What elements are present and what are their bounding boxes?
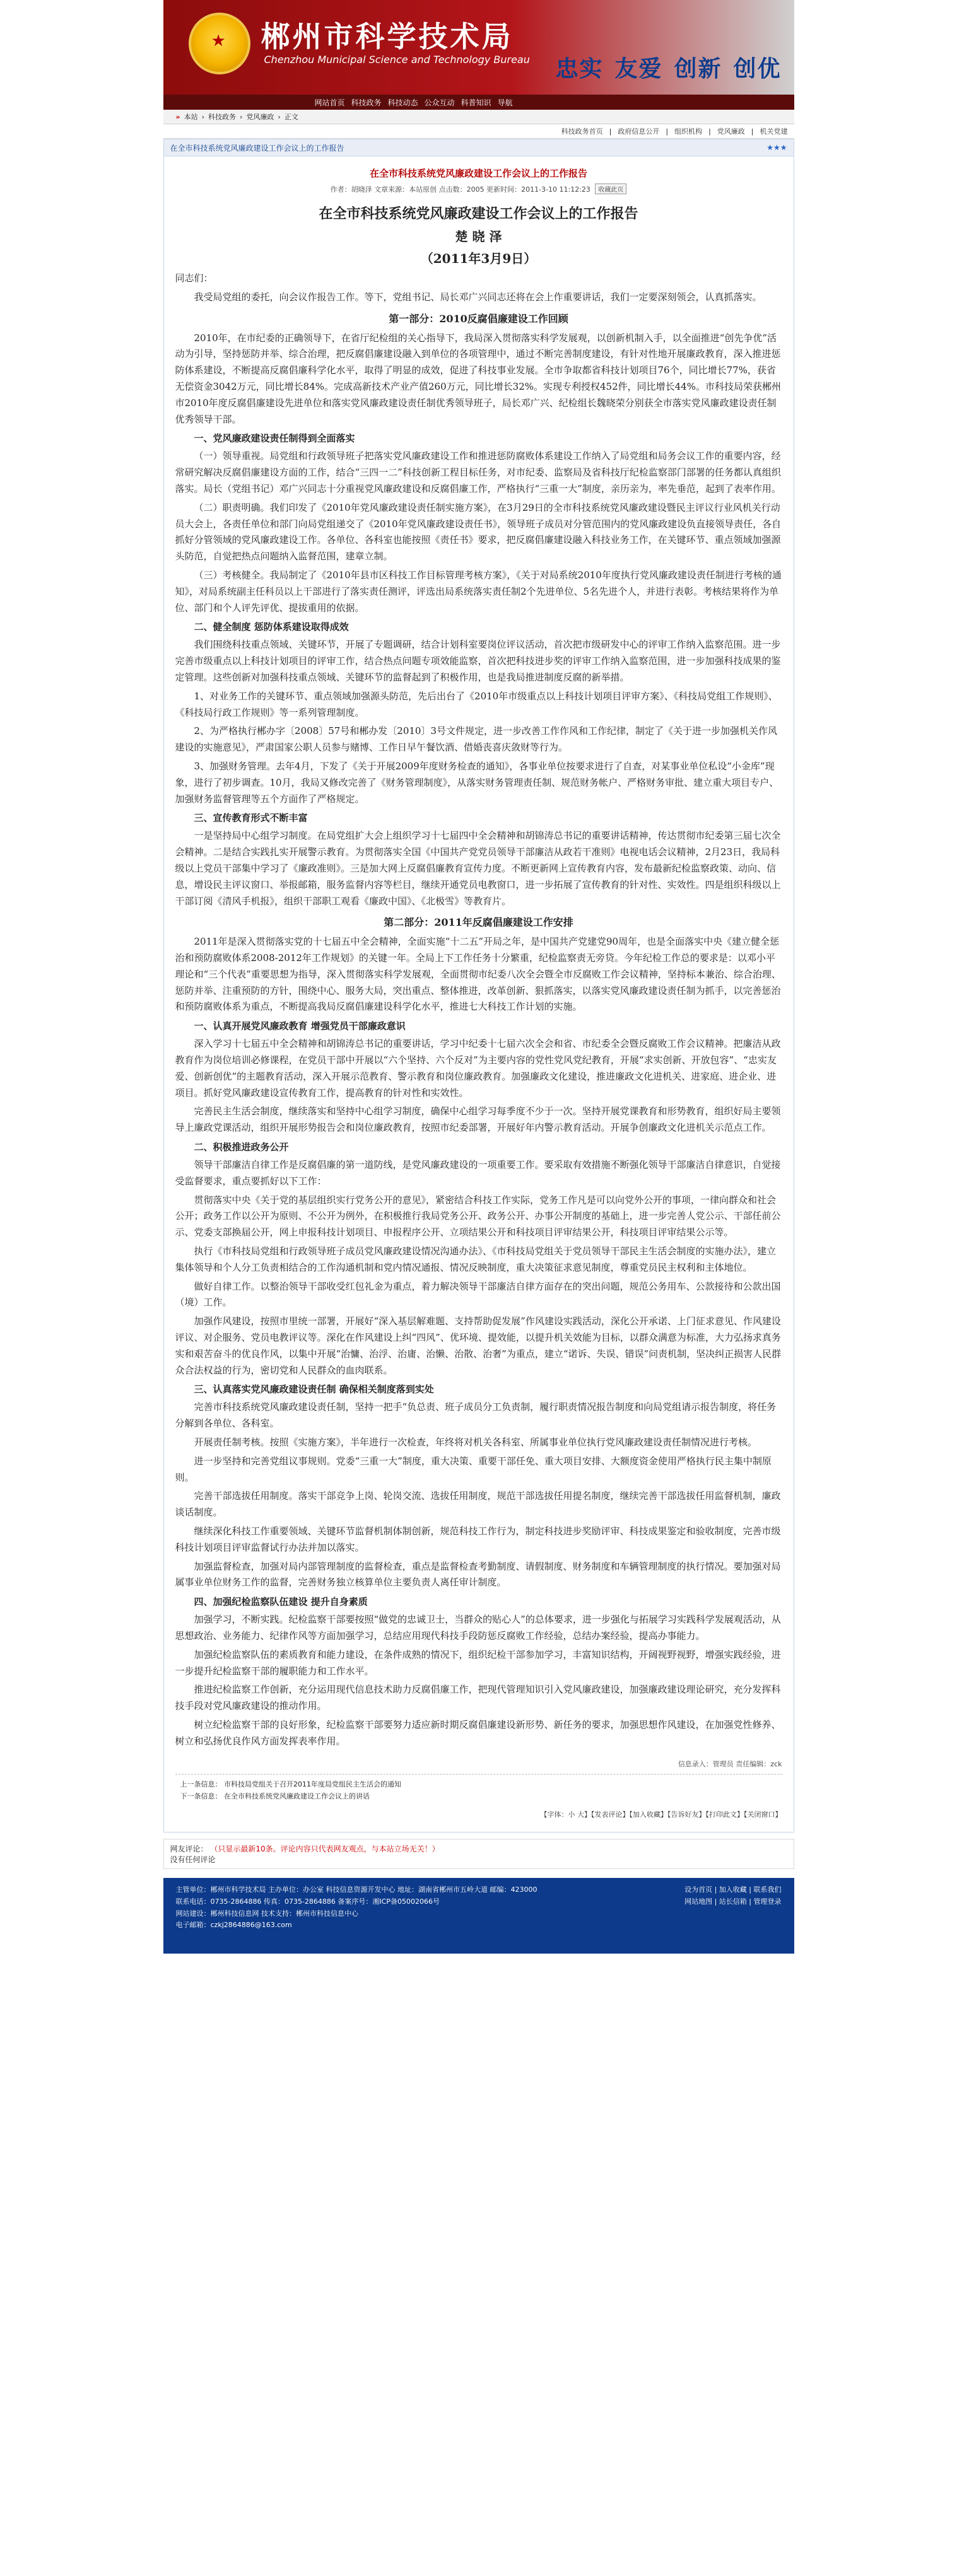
breadcrumb-arrow-icon: » [175,112,180,121]
paragraph: 完善民主生活会制度，继续落实和坚持中心组学习制度，确保中心组学习每季度不少于一次。坚持开展党课教育和形势教育，组织好局主要领导上廉政党课活动，组织开展形势报告会和岗位廉政教育，按照市纪委部署，开展好年内警示教育活动。开展争创廉政文化进机关示范点工作。 [175,1105,781,1134]
paragraph: 完善干部选拔任用制度。落实干部竞争上岗、轮岗交流、选拔任用制度，规范干部选拔任用提名制度，继续完善干部选拔任用监督机制，廉政谈话制度。 [175,1490,781,1518]
paragraph: 我受局党组的委托，向会议作报告工作。等下，党组书记、局长邓广兴同志还将在会上作重要讲话，我们一定要深刻领会，认真抓落实。 [194,291,762,303]
article-signoff: 信息录入：管理员 责任编辑：zck [678,1759,782,1768]
paragraph: 开展责任制考核。按照《实施方案》，半年进行一次检查，年终将对机关各科室、所属事业单位执行党风廉政建设责任制情况进行考核。 [194,1437,758,1448]
slogan: 创新 [674,55,722,82]
crumb-party[interactable]: 党风廉政 [246,113,274,121]
top-nav [163,95,794,110]
nav-home[interactable]: 网站首页 [314,98,345,107]
paragraph: 我们围绕科技重点领域、关键环节，开展了专题调研，结合计划科室要岗位评议活动，首次把市级研发中心的评审工作纳入监察范围。进一步完善市级重点以上科技计划项目的评审工作，结合热点问题专项效能监察，首次把科技进步奖的评审工作纳入监察范围，进一步加强科技成果的鉴定管理。这些创新对加强科技重点领域、关键环节的监督起到了积极作用，也是我局推进制度反腐的新举措。 [175,639,781,683]
paragraph: 加强监督检查，加强对局内部管理制度的监督检查，重点是监督检查考勤制度、请假制度、财务制度和车辆管理制度的执行情况。要加强对局属事业单位财务工作的监督，完善财务独立核算单位主要负责人离任审计制度。 [175,1560,781,1588]
section-heading: 一、党风廉政建设责任制得到全面落实 [194,433,355,445]
section-heading: 二、健全制度 惩防体系建设取得成效 [194,621,349,633]
article-content [163,156,794,1833]
paragraph: 做好自律工作。以整治领导干部收受红包礼金为重点，着力解决领导干部廉洁自律方面存在的突出问题，规范公务用车、公款接待和公款出国（境）工作。 [175,1280,781,1308]
article-header-title: 在全市科技系统党风廉政建设工作会议上的工作报告 [170,143,344,153]
section-heading: 二、积极推进政务公开 [194,1141,289,1153]
prev-article-link[interactable]: 上一条信息： 市科技局党组关于召开2011年度局党组民主生活会的通知 [180,1780,401,1788]
footer-line: 主管单位：郴州市科学技术局 主办单位：办公室 科技信息资源开发中心 地址：湖南省郴州市五岭大道 邮编：423000 [175,1885,537,1894]
subnav-affairs-home[interactable]: 科技政务首页 [561,127,603,136]
nav-news[interactable]: 科技动态 [387,98,418,107]
national-emblem-icon: ★ [189,13,250,74]
section-heading: 一、认真开展党风廉政教育 增强党员干部廉政意识 [194,1020,406,1032]
footer-link-login[interactable]: 管理登录 [753,1897,782,1906]
footer-line: 联系电话：0735-2864886 传真：0735-2864886 备案序号：湘ICP备05002066号 [175,1897,440,1906]
paragraph: 领导干部廉洁自律工作是反腐倡廉的第一道防线，是党风廉政建设的一项重要工作。要采取有效措施不断强化领导干部廉洁自律意识，自觉接受监督要求，重点要抓好以下工作： [175,1159,781,1187]
paragraph: （二）职责明确。我们印发了《2010年党风廉政建设责任制实施方案》，在3月29日的全市科技系统党风廉政建设暨民主评议行业风机关行动员大会上，各责任单位和部门向局党组递交了《2010年党风廉政建设责任书》，领导班子成员对分管范围内的党风廉政建设负直接领导责任，各自抓好分管领域的党风廉政建设工作。各单位、各科室也能按照《责任书》要求，把反腐倡廉建设融入科技业务工作，在关键环节、重点领域加强源头防范，自觉把热点问题纳入监督范围，建章立制。 [175,501,782,562]
document-author: 楚 晓 泽 [455,229,502,244]
footer-link-favorite[interactable]: 加入收藏 [719,1885,747,1894]
page [163,0,794,1954]
site-banner [163,0,794,95]
site-footer [163,1878,794,1954]
footer-link-sethome[interactable]: 设为首页 [684,1885,713,1894]
paragraph: 3、加强财务管理。去年4月，下发了《关于开展2009年度财务检查的通知》，各事业单位按要求进行了自查，对某事业单位私设“小金库”现象，进行了初步调查。10月，我局又修改完善了《财务管理制度》，从落实财务管理责任制、规范财务帐户、严格财务审批、建立重大项目专户、加强财务监督管理等五个方面作了严格规定。 [175,760,779,805]
subnav-party-clean[interactable]: 党风廉政 [717,127,745,136]
next-article-link[interactable]: 下一条信息： 在全市科技系统党风廉政建设工作会议上的讲话 [180,1792,370,1801]
slogan: 忠实 [555,55,604,82]
site-title-cn: 郴州市科学技术局 [261,20,514,54]
paragraph: 继续深化科技工作重要领域、关键环节监督机制体制创新，规范科技工作行为，制定科技进步奖励评审、科技成果鉴定和验收制度，完善市级科技计划项目评审监督试行办法并加以落实。 [175,1525,781,1553]
paragraph: 2011年是深入贯彻落实党的十七届五中全会精神，全面实施“十二五”开局之年，是中国共产党建党90周年，也是全面落实中央《建立健全惩治和预防腐败体系2008-2012年工作规划》的关键一年。全局上下工作任务十分繁重，纪检监察责无旁贷。今年纪检工作总的要求是：以邓小平理论和“三个代表”重要思想为指导，深入贯彻落实科学发展观，全面贯彻市纪委八次全会暨全市反腐败工作会议精神，坚持标本兼治、综合治理、惩防并举、注重预防的方针，围绕中心、服务大局，突出重点、整体推进，改革创新、狠抓落实，以落实党风廉政建设责任制为抓手，以完善惩治和预防腐败体系为重点，不断提高我局反腐倡廉建设科学化水平，推进七大科技工作计划的实施。 [175,936,781,1013]
nav-affairs[interactable]: 科技政务 [351,98,382,107]
footer-link-mailbox[interactable]: 站长信箱 [719,1897,747,1906]
paragraph: （一）领导重视。局党组和行政领导班子把落实党风廉政建设工作和推进惩防腐败体系建设工作纳入了局党组和局务会议工作的重要内容，经常研究解决反腐倡廉建设方面的工作，结合“三四一二”科技创新工程目标任务，对市纪委、监察局及省科技厅纪检监察部门部署的任务都认真组织落实。局长（党组书记）邓广兴同志十分重视党风廉政建设和反腐倡廉工作，严格执行“三重一大”制度，亲历亲为，率先垂范，起到了表率作用。 [175,450,781,494]
breadcrumb: » 本站 › 科技政务 › 党风廉政 › 正文 [163,110,794,124]
article-meta-text: 作者：胡晓泽 文章来源：本站原创 点击数：2005 更新时间：2011-3-10 11:12:23 [330,185,590,194]
paragraph: 1、对业务工作的关键环节、重点领域加强源头防范，先后出台了《2010年市级重点以上科技计划项目评审方案》、《科技局党组工作规则》、《科技局行政工作规则》等一系列管理制度。 [175,690,778,718]
part-heading: 第二部分：2011年反腐倡廉建设工作安排 [384,916,573,929]
slogan: 友爱 [614,55,663,82]
subnav-party-building[interactable]: 机关党建 [760,127,788,136]
nav-interaction[interactable]: 公众互动 [424,98,455,107]
footer-link-contact[interactable]: 联系我们 [753,1885,782,1894]
comments-box [163,1839,794,1869]
paragraph: 加强纪检监察队伍的素质教育和能力建设，在条件成熟的情况下，组织纪检干部参加学习，丰富知识结构，开阔视野视野，增强实践经验，进一步提升纪检监察干部的履职能力和工作水平。 [175,1648,781,1677]
footer-links: 设为首页 | 加入收藏 | 联系我们 网站地图 | 站长信箱 | 管理登录 [684,1885,782,1906]
comments-empty: 没有任何评论 [170,1855,216,1865]
paragraph: 加强作风建设，按照市里统一部署，开展好“深入基层解难题、支持帮助促发展”作风建设实践活动，深化公开承诺、上门征求意见、作风建设评议、对企服务、党员电教评议等。深化在作风建设上纠“四风”、优环境、提效能，以提升机关效能为目标，以群众满意为标准，大力弘扬求真务实和艰苦奋斗的优良作风，以集中开展“治慵、治浮、治庸、治懒、治散、治奢”为重点，建立“诺诉、失误、错误”问责机制，坚决纠正损害人民群众合法权益的行为，密切党和人民群众的血肉联系。 [175,1315,782,1376]
paragraph: 一是坚持局中心组学习制度。在局党组扩大会上组织学习十七届四中全会精神和胡锦涛总书记的重要讲话精神，传达贯彻市纪委第三届七次全会精神。二是结合实践扎实开展警示教育。为贯彻落实全国《中国共产党党员领导干部廉洁从政若干准则》电视电话会议精神，2月23日，我局科级以上党员干部集中学习了《廉政准则》。三是加大网上反腐倡廉教育宣传力度。不断更新网上宣传教育内容，发布最新纪检监察政策、动向、信息，增设民主评议窗口、举报邮箱，服务监督内容等栏目，继续开通党员电教窗口，进一步拓展了宣传教育的针对性、实效性。四是组织科级以上干部订阅《清风手机报》，组织干部职工观看《廉政中国》、《北极雪》等教育片。 [175,830,781,907]
section-heading: 四、加强纪检监察队伍建设 提升自身素质 [194,1596,368,1608]
paragraph: 贯彻落实中央《关于党的基层组织实行党务公开的意见》，紧密结合科技工作实际，党务工作凡是可以向党外公开的事项，一律向群众和社会公开；政务工作以公开为原则、不公开为例外，在积极推行我局党务公开、政务公开、办事公开制度的基础上，进一步完善人党公示、干部任前公示、党委支部换届公开，网上申报科技计划项目、申报程序公开、立项结果公开和科技项目评审结果公开，科技项目评审结果公示等。 [175,1194,781,1238]
slogan: 创优 [733,55,782,82]
slogans [555,51,781,83]
nav-science[interactable]: 科普知识 [461,98,491,107]
crumb-current: 正文 [284,113,298,121]
paragraph: 推进纪检监察工作创新，充分运用现代信息技术助力反腐倡廉工作，把现代管理知识引入党风廉政建设，加强廉政建设理论研究，充分发挥科技手段对党风廉政建设的推动作用。 [175,1684,781,1712]
article-title-small: 在全市科技系统党风廉政建设工作会议上的工作报告 [369,168,587,179]
nav-guide[interactable]: 导航 [497,98,513,107]
footer-link-sitemap[interactable]: 网站地图 [684,1897,713,1906]
paragraph: 完善市科技系统党风廉政建设责任制，坚持一把手“负总责、班子成员分工负责制，履行职责情况报告制度和向局党组请示报告制度，将任务分解到各单位、各科室。 [175,1401,777,1430]
star-rating-icon: ★★★ [766,143,787,152]
subnav-public-info[interactable]: 政府信息公开 [618,127,660,136]
sub-nav: 科技政务首页 | 政府信息公开 | 组织机构 | 党风廉政 | 机关党建 [163,124,794,139]
subnav-org[interactable]: 组织机构 [674,127,703,136]
part-heading: 第一部分：2010反腐倡廉建设工作回顾 [389,312,568,325]
site-title-en: Chenzhou Municipal Science and Technology Bureau [264,54,530,66]
paragraph: 2010年，在市纪委的正确领导下，在省厅纪检组的关心指导下，我局深入贯彻落实科学发展观，以创新机制入手，以全面推进“创先争优”活动为引导，坚持惩防并举、综合治理，把反腐倡廉建设融入到单位的各项管理中，通过不断完善制度建设，有针对性地开展廉政教育，深入推进惩防体系建设，不断提高反腐倡廉科学化水平，取得了明显的成效，促进了科技事业发展。全市争取都省科技计划项目76个，同比增长77%，获省无偿资金3042万元，同比增长84%。完成高新技术产业产值260万元，同比增长32%。实现专利授权452件，同比增长44%。市科技局荣获郴州市2010年度反腐倡廉建设先进单位和落实党风廉政建设责任制优秀领导班子，局长邓广兴、纪检组长魏晓荣分别获全市落实党风廉政建设责任制优秀领导干部。 [175,332,781,425]
footer-line: 网站建设：郴州科技信息网 技术支持：郴州市科技信息中心 [175,1909,358,1918]
paragraph: 进一步坚持和完善党组议事规则。党委“三重一大”制度，重大决策、重要干部任免、重大项目安排、大额度资金使用严格执行民主集中制原则。 [175,1455,772,1483]
crumb-affairs[interactable]: 科技政务 [208,113,237,121]
paragraph: 2、为严格执行郴办字〔2008〕57号和郴办发〔2010〕3号文件规定，进一步改善工作作风和工作纪律，制定了《关于进一步加强机关作风建设的实施意见》，严肃国家公职人员参与赌博、工作日早午餐饮酒、借婚丧喜庆敛财等行为。 [175,725,778,754]
paragraph: 执行《市科技局党组和行政领导班子成员党风廉政建设情况沟通办法》、《市科技局党组关于党员领导干部民主生活会制度的实施办法》，建立集体领导和个人分工负责相结合的工作沟通机制和党内情况通报、情况反映制度，重大决策征求意见制度，尊重党员民主权利和主体地位。 [175,1245,777,1273]
favorite-button[interactable]: 收藏此页 [595,184,626,194]
crumb-site[interactable]: 本站 [184,113,198,121]
section-heading: 三、认真落实党风廉政建设责任制 确保相关制度落到实处 [194,1384,434,1396]
greeting: 同志们： [175,272,213,284]
comments-note: （只显示最新10条。评论内容只代表网友观点，与本站立场无关！） [210,1845,440,1854]
comments-label: 网友评论： [170,1845,208,1854]
paragraph: （三）考核健全。我局制定了《2010年县市区科技工作目标管理考核方案》，《关于对局系统2010年度执行党风廉政建设责任制进行考核的通知》，对局系统副主任科员以上干部进行了落实责任测评，评选出局系统落实责任制2个先进单位、5名先进个人，并进行表彰。考核结果将作为单位、部门和个人评先评优、提拔重用的依据。 [175,569,782,614]
article-header-bar [163,139,794,156]
article-meta [175,184,782,194]
paragraph: 加强学习，不断实践。纪检监察干部要按照“做党的忠诚卫士，当群众的贴心人”的总体要求，进一步强化与拓展学习实践科学发展观活动，从思想政治、业务能力、纪律作风等方面加强学习，总结应用现代科技手段防惩反腐败工作经验，总结办案经验，提高办事能力。 [175,1614,781,1641]
paragraph: 深入学习十七届五中全会精神和胡锦涛总书记的重要讲话，学习中纪委十七届六次全会和省、市纪委全会暨反腐败工作会议精神。把廉洁从政教育作为岗位培训必修课程，在党员干部中开展以“六个坚持、六个反对”为主要内容的党性党风党纪教育，开展“求实创新、开放包容”、“忠实友爱、创新创优”的主题教育活动，深入开展示范教育、警示教育和岗位廉政教育。加强廉政文化建设，推进廉政文化进机关、进家庭、进企业、进项目。抓好党风廉政建设宣传教育工作，提高教育的针对性和实效性。 [175,1038,781,1099]
document-title: 在全市科技系统党风廉政建设工作会议上的工作报告 [319,206,638,222]
prev-next-links [175,1774,782,1807]
paragraph: 树立纪检监察干部的良好形象，纪检监察干部要努力适应新时期反腐倡廉建设新形势、新任务的要求，加强思想作风建设，在加强党性修养、树立和弘扬优良作风方面发挥表率作用。 [175,1718,781,1747]
document-date: （2011年3月9日） [420,251,537,266]
section-heading: 三、宣传教育形式不断丰富 [194,812,308,824]
article-tools[interactable]: 【字体：小 大】【发表评论】【加入收藏】【告诉好友】【打印此文】【关闭窗口】 [540,1810,782,1819]
footer-email[interactable]: 电子邮箱：czkj2864886@163.com [175,1921,292,1930]
